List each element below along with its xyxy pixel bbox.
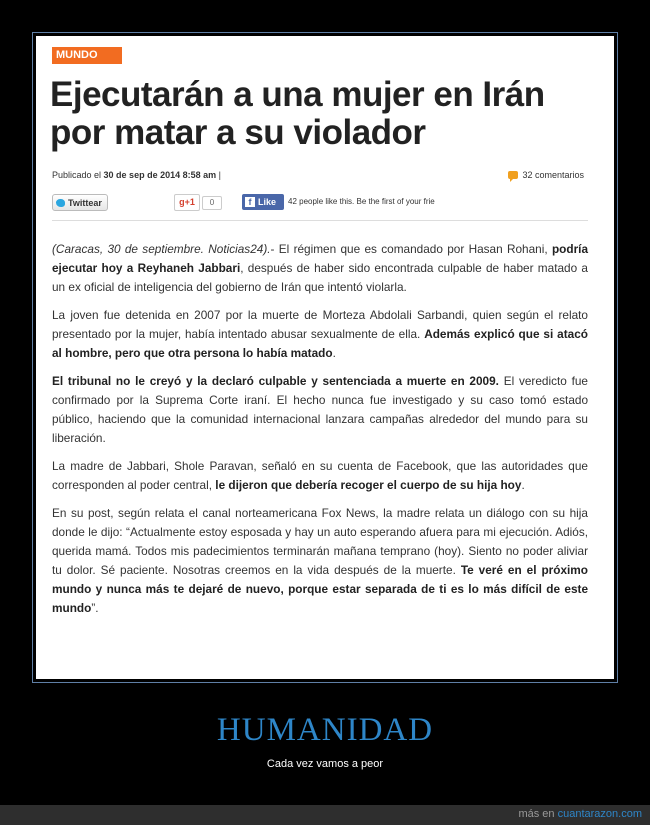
paragraph-1 <box>52 240 588 297</box>
text-span: , después de haber sido encontrada culpable de haber matado a un ex oficial de inteligencia del gobierno de Irán que intentó violarla. <box>52 261 588 294</box>
share-bar <box>52 190 588 214</box>
dateline: (Caracas, 30 de septiembre. Noticias24). <box>52 242 271 256</box>
paragraph-4 <box>52 457 588 495</box>
bold-span: El tribunal no le creyó y la declaró culpable y sentenciada a muerte en 2009. <box>52 374 499 388</box>
article-headline: Ejecutarán a una mujer en Irán por matar a su violador <box>50 75 545 152</box>
bold-span: podría ejecutar hoy a Reyhaneh Jabbari <box>52 242 589 275</box>
article-meta <box>52 170 221 180</box>
divider <box>52 220 588 221</box>
text-span: La joven fue detenida en 2007 por la muerte de Morteza Abdolali Sarbandi, quien según el relato presentado por la mujer, había intentado abusar sexualmente de ella. <box>52 308 588 341</box>
poster-subtitle: Cada vez vamos a peor <box>266 758 384 770</box>
text-span: ”. <box>91 601 99 615</box>
twitter-bird-icon <box>56 199 65 207</box>
article-body <box>52 240 588 627</box>
twitter-label: Twittear <box>68 197 102 208</box>
site-link[interactable]: cuantarazon.com <box>557 808 642 820</box>
comment-bubble-icon <box>508 171 518 179</box>
publish-date: 30 de sep de 2014 8:58 am <box>103 170 217 180</box>
text-span: . <box>521 478 525 492</box>
footer-text <box>518 808 642 820</box>
poster-title: HUMANIDAD <box>216 712 434 748</box>
paragraph-2 <box>52 306 588 363</box>
comments-count: 32 comentarios <box>522 170 584 180</box>
facebook-like-button[interactable] <box>242 194 284 210</box>
bold-span: Además explicó que si atacó al hombre, pero que otra persona lo había matado <box>52 327 588 360</box>
google-plus-button[interactable]: g+1 <box>174 194 200 211</box>
bold-span: Te veré en el próximo mundo y nunca más te dejaré de nuevo, porque estar separada de ti es lo más difícil de este mundo <box>52 563 588 615</box>
bold-span: le dijeron que debería recoger el cuerpo de su hija hoy <box>215 478 522 492</box>
facebook-like-text: 42 people like this. Be the first of your frie <box>288 197 435 206</box>
article-screenshot <box>36 36 614 679</box>
text-span: . <box>332 346 336 360</box>
twitter-button[interactable] <box>52 194 108 211</box>
paragraph-5 <box>52 504 588 618</box>
meta-suffix: | <box>216 170 221 180</box>
google-plus-count: 0 <box>202 196 222 210</box>
facebook-like-label: Like <box>258 197 277 207</box>
text-span: La madre de Jabbari, Shole Paravan, señaló en su cuenta de Facebook, que las autoridades que corresponden al poder central, <box>52 459 588 492</box>
footer-prefix: más en <box>518 808 558 820</box>
facebook-icon: f <box>245 197 255 207</box>
text-span: En su post, según relata el canal norteamericana Fox News, la madre relata un diálogo con su hija donde le dijo: “Actualmente estoy esposada y hay un auto esperando afuera para mi ejecución. Adiós, querida mamá. Todos mis padecimientos terminarán mañana temprano (hoy). Siento no poder aliviar tu dolor. Sé paciente. Nosotras creemos en la vida después de la muerte. <box>52 506 588 577</box>
image-frame <box>32 32 618 683</box>
text-span: El veredicto fue confirmado por la Suprema Corte iraní. El hecho nunca fue investigado y su caso tomó estado público, haciendo que la comunidad internacional lanzara campañas alrededor del mundo para su liberación. <box>52 374 588 445</box>
category-label: MUNDO <box>52 47 122 64</box>
paragraph-3 <box>52 372 588 448</box>
text-span: - El régimen que es comandado por Hasan Rohani, <box>270 242 552 256</box>
meta-prefix: Publicado el <box>52 170 104 180</box>
comments-link[interactable] <box>508 170 584 180</box>
footer-bar <box>0 805 650 825</box>
